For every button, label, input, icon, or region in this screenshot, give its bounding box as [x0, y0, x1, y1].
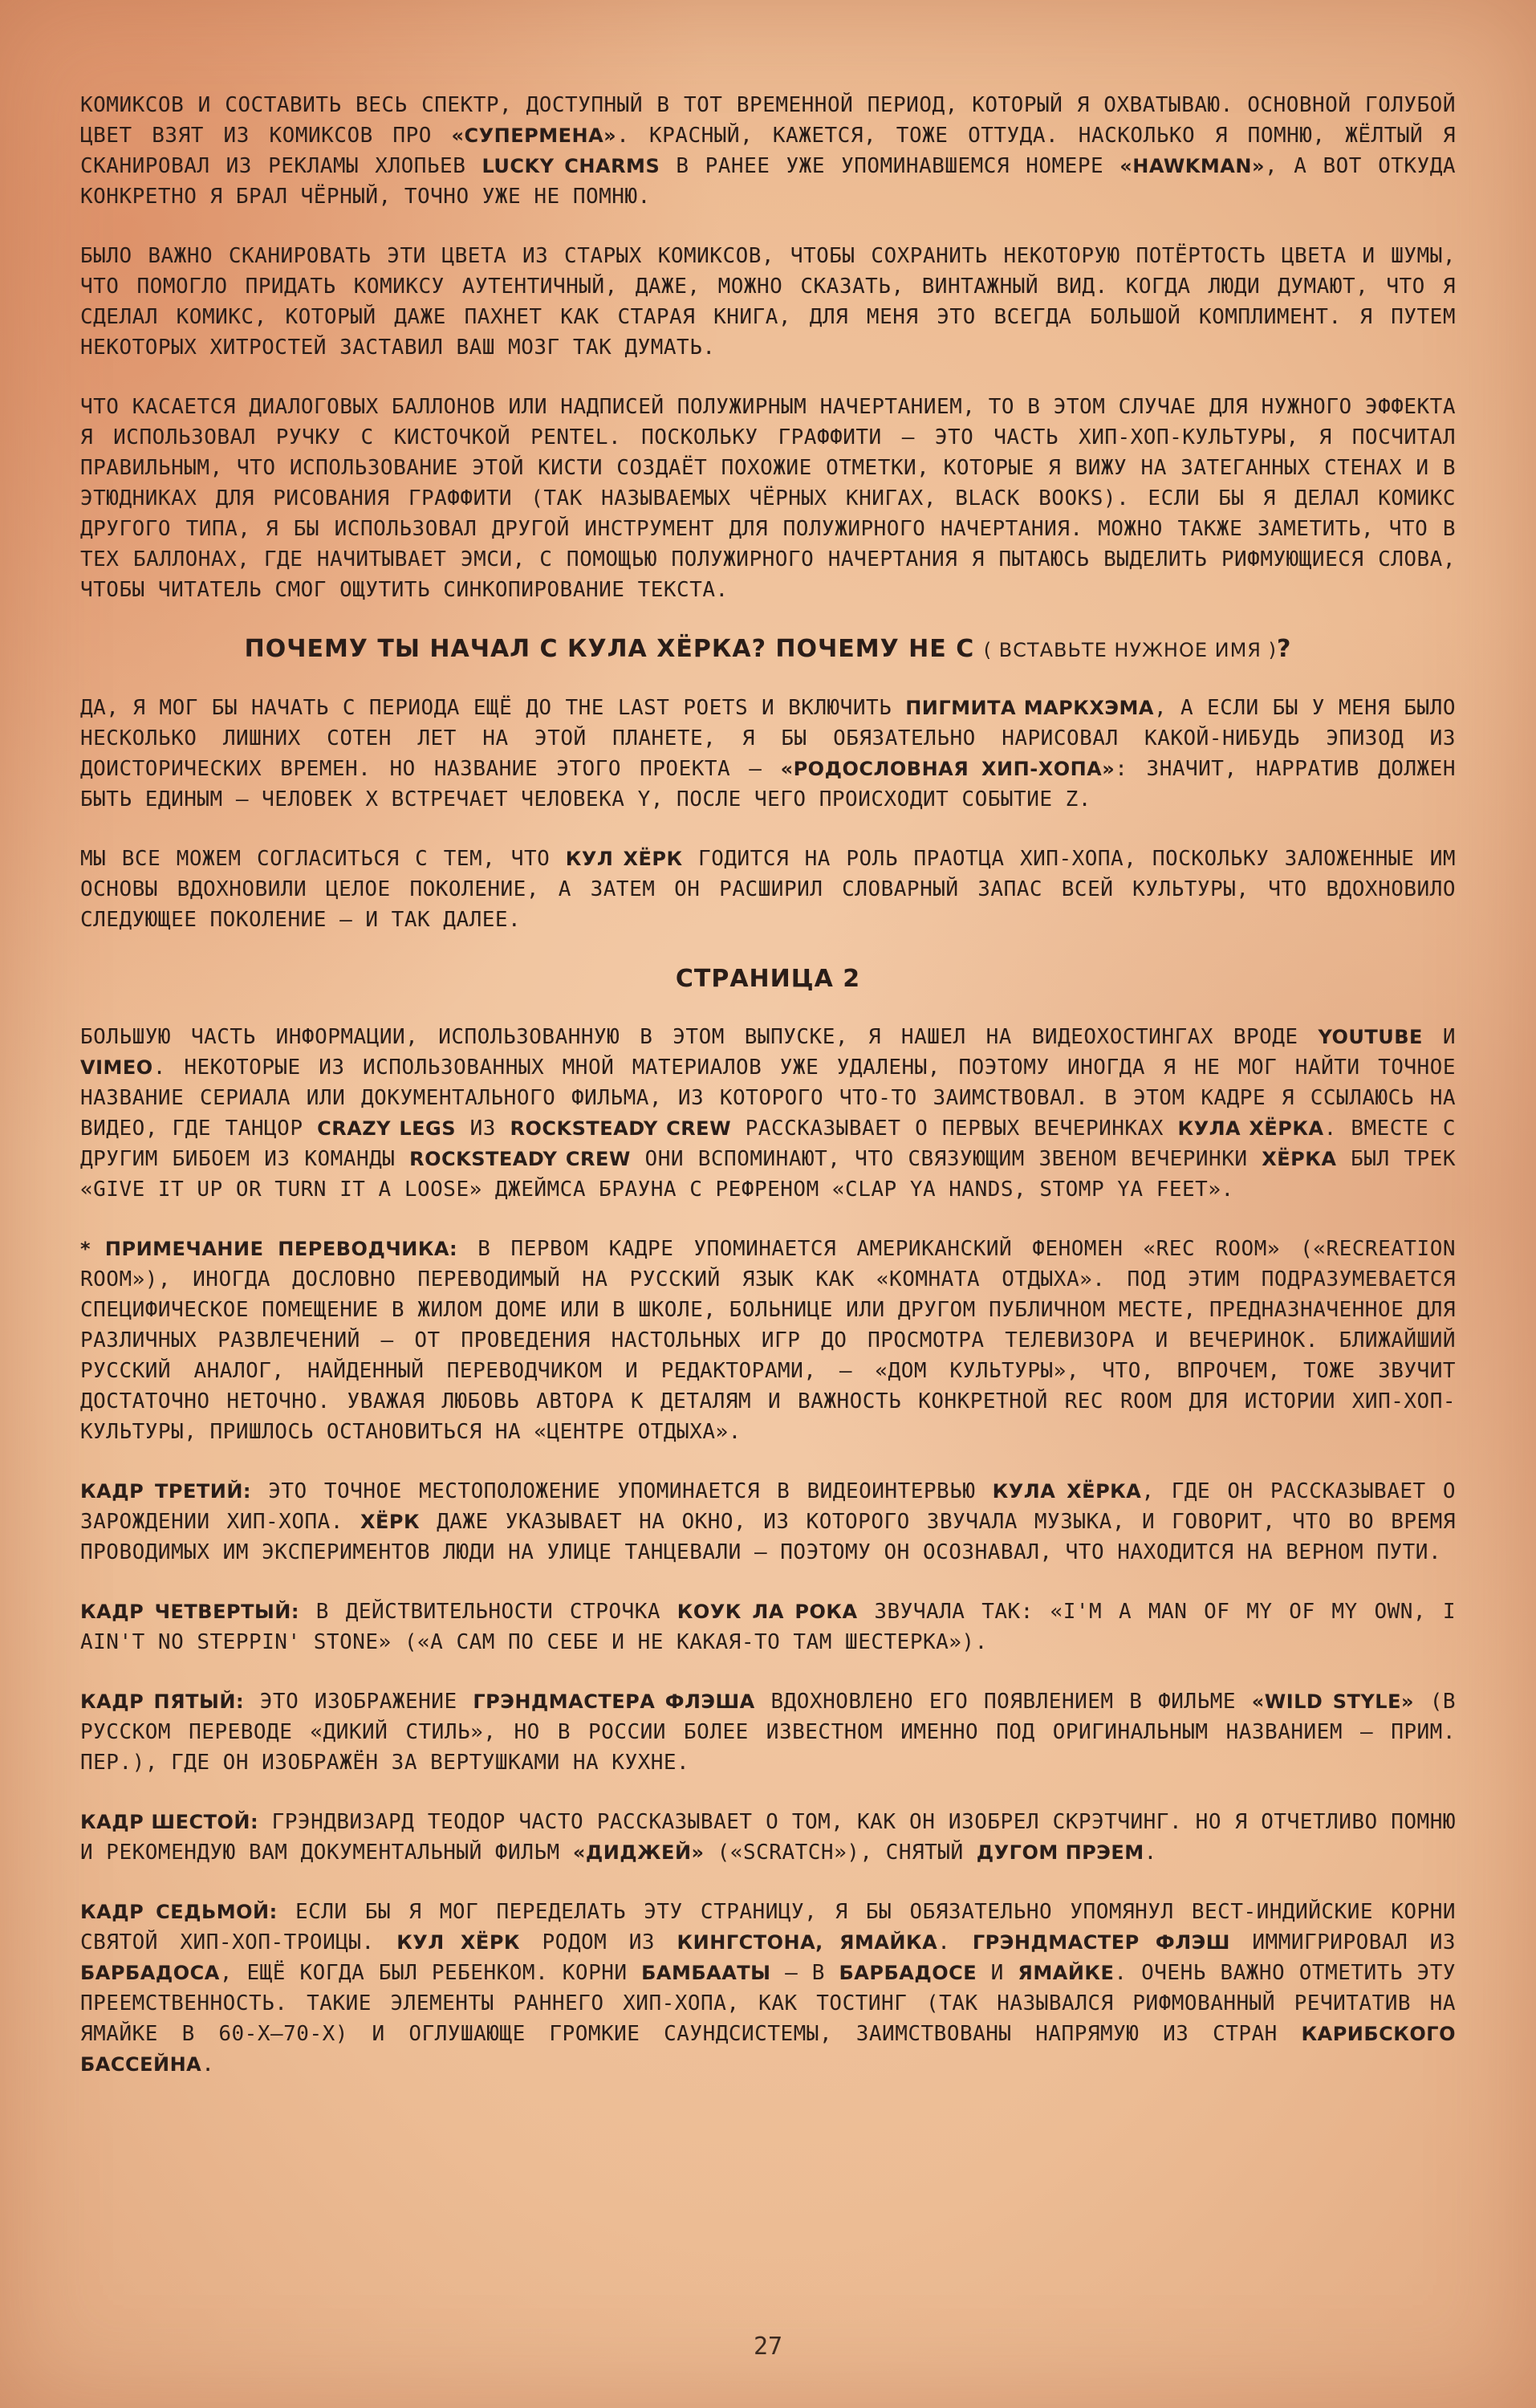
text: ДАЖЕ УКАЗЫВАЕТ НА ОКНО, ИЗ КОТОРОГО ЗВУЧАЛА МУЗЫКА, И ГОВОРИТ, ЧТО ВО ВРЕМЯ ПРОВОДИМЫХ ИМ ЭКСПЕРИМЕНТОВ ЛЮДИ НА УЛИЦЕ ТАНЦЕВАЛИ — ПОЭТОМУ ОН ОСОЗНАВАЛ, ЧТО НАХОДИТСЯ НА ВЕРНОМ ПУТИ. [80, 1510, 1456, 1564]
paragraph-frame-6 [80, 1807, 1456, 1868]
text: БОЛЬШУЮ ЧАСТЬ ИНФОРМАЦИИ, ИСПОЛЬЗОВАННУЮ В ЭТОМ ВЫПУСКЕ, Я НАШЕЛ НА ВИДЕОХОСТИНГАХ ВРОДЕ [80, 1025, 1319, 1049]
bold-term: ГРЭНДМАСТЕРА ФЛЭША [473, 1690, 755, 1713]
text: . ОЧЕНЬ ВАЖНО ОТМЕТИТЬ ЭТУ ПРЕЕМСТВЕННОСТЬ. ТАКИЕ ЭЛЕМЕНТЫ РАННЕГО ХИП-ХОПА, КАК ТОСТИНГ (ТАК НАЗЫВАЛСЯ РИФМОВАННЫЙ РЕЧИТАТИВ НА ЯМАЙКЕ В 60-Х–70-Х) И ОГЛУШАЮЩЕ ГРОМКИЕ САУНДСИСТЕМЫ, ЗАИМСТВОВАНЫ НАПРЯМУЮ ИЗ СТРАН [80, 1961, 1456, 2046]
bold-term: КОУК ЛА РОКА [677, 1601, 858, 1623]
section-heading-page-2: СТРАНИЦА 2 [675, 965, 861, 993]
page-number: 27 [753, 2333, 783, 2361]
text: : ЗНАЧИТ, НАРРАТИВ ДОЛЖЕН БЫТЬ ЕДИНЫМ — ЧЕЛОВЕК X ВСТРЕЧАЕТ ЧЕЛОВЕКА Y, ПОСЛЕ ЧЕГО ПРОИСХОДИТ СОБЫТИЕ Z. [80, 757, 1456, 811]
text: В ПЕРВОМ КАДРЕ УПОМИНАЕТСЯ АМЕРИКАНСКИЙ ФЕНОМЕН «REC ROOM» («RECREATION ROOM»), ИНОГДА ДОСЛОВНО ПЕРЕВОДИМЫЙ НА РУССКИЙ ЯЗЫК КАК «КОМНАТА ОТДЫХА». ПОД ЭТИМ ПОДРАЗУМЕВАЕТСЯ СПЕЦИФИЧЕСКОЕ ПОМЕЩЕНИЕ В ЖИЛОМ ДОМЕ ИЛИ В ШКОЛЕ, БОЛЬНИЦЕ ИЛИ ДРУГОМ ПУБЛИЧНОМ МЕСТЕ, ПРЕДНАЗНАЧЕННОЕ ДЛЯ РАЗЛИЧНЫХ РАЗВЛЕЧЕНИЙ — ОТ ПРОВЕДЕНИЯ НАСТОЛЬНЫХ ИГР ДО ПРОСМОТРА ТЕЛЕВИЗОРА И ВЕЧЕРИНОК. БЛИЖАЙШИЙ РУССКИЙ АНАЛОГ, НАЙДЕННЫЙ ПЕРЕВОДЧИКОМ И РЕДАКТОРАМИ, — «ДОМ КУЛЬТУРЫ», ЧТО, ВПРОЧЕМ, ТОЖЕ ЗВУЧИТ ДОСТАТОЧНО НЕТОЧНО. УВАЖАЯ ЛЮБОВЬ АВТОРА К ДЕТАЛЯМ И ВАЖНОСТЬ КОНКРЕТНОЙ REC ROOM ДЛЯ ИСТОРИИ ХИП-ХОП-КУЛЬТУРЫ, ПРИШЛОСЬ ОСТАНОВИТЬСЯ НА «ЦЕНТРЕ ОТДЫХА». [80, 1237, 1456, 1444]
bold-term: БАМБААТЫ [641, 1962, 771, 1984]
text: КОМИКСОВ И СОСТАВИТЬ ВЕСЬ СПЕКТР, ДОСТУПНЫЙ В ТОТ ВРЕМЕННОЙ ПЕРИОД, КОТОРЫЙ Я ОХВАТЫВАЮ. ОСНОВНОЙ ГОЛУБОЙ ЦВЕТ ВЗЯТ ИЗ КОМИКСОВ ПРО [80, 93, 1456, 148]
heading-insert-name: ( ВСТАВЬТЕ НУЖНОЕ ИМЯ ) [983, 639, 1277, 661]
paragraph-forefather [80, 844, 1456, 935]
text: , ГДЕ ОН РАССКАЗЫВАЕТ О ЗАРОЖДЕНИИ ХИП-ХОПА. [80, 1479, 1457, 1534]
heading-text: ПОЧЕМУ ТЫ НАЧАЛ С КУЛА ХЁРКА? ПОЧЕМУ НЕ С [244, 635, 984, 663]
text: В РАНЕЕ УЖЕ УПОМИНАВШЕМСЯ НОМЕРЕ [660, 154, 1120, 178]
paragraph-translator-note [80, 1234, 1456, 1447]
bold-term: «HAWKMAN» [1119, 155, 1265, 177]
text: МЫ ВСЕ МОЖЕМ СОГЛАСИТЬСЯ С ТЕМ, ЧТО [80, 847, 566, 871]
bold-term: КУЛА ХЁРКА [1177, 1117, 1324, 1140]
text: . [937, 1930, 973, 1954]
bold-term: КУЛ ХЁРК [396, 1931, 521, 1954]
paragraph-frame-5 [80, 1686, 1456, 1778]
bold-term: * ПРИМЕЧАНИЕ ПЕРЕВОДЧИКА: [80, 1238, 458, 1260]
text: , ЕЩЁ КОГДА БЫЛ РЕБЕНКОМ. КОРНИ [219, 1961, 642, 1985]
text: . [201, 2052, 215, 2076]
bold-term: LUCKY CHARMS [482, 155, 660, 177]
paragraph-frame-3 [80, 1476, 1456, 1568]
text: . ВМЕСТЕ С ДРУГИМ БИБОЕМ ИЗ КОМАНДЫ [80, 1117, 1456, 1171]
bold-term: «СУПЕРМЕНА» [451, 124, 617, 147]
heading-text: ? [1276, 635, 1292, 663]
text: ВДОХНОВЛЕНО ЕГО ПОЯВЛЕНИЕМ В ФИЛЬМЕ [754, 1690, 1252, 1714]
bold-term: БАРБАДОСА [80, 1962, 220, 1984]
paragraph-frame-7 [80, 1897, 1456, 2080]
bold-term: КУЛ ХЁРК [565, 848, 683, 870]
text: ДА, Я МОГ БЫ НАЧАТЬ С ПЕРИОДА ЕЩЁ ДО THE LAST POETS И ВКЛЮЧИТЬ [80, 696, 906, 720]
bold-term: КАДР ПЯТЫЙ: [80, 1690, 245, 1713]
paragraph-frame-4 [80, 1597, 1456, 1658]
text: (В РУССКОМ ПЕРЕВОДЕ «ДИКИЙ СТИЛЬ», НО В РОССИИ БОЛЕЕ ИЗВЕСТНОМ ИМЕННО ПОД ОРИГИНАЛЬНЫМ НАЗВАНИЕМ — ПРИМ. ПЕР.), ГДЕ ОН ИЗОБРАЖЁН ЗА ВЕРТУШКАМИ НА КУХНЕ. [80, 1690, 1457, 1775]
article-text [80, 90, 1456, 2109]
bold-term: КУЛА ХЁРКА [992, 1480, 1142, 1503]
bold-term: ROCKSTEADY CREW [409, 1148, 631, 1170]
text: БЫЛ ТРЕК «GIVE IT UP OR TURN IT A LOOSE» ДЖЕЙМСА БРАУНА С РЕФРЕНОМ «CLAP YA HANDS, STOMP YA FEET». [80, 1147, 1456, 1202]
text: ГОДИТСЯ НА РОЛЬ ПРАОТЦА ХИП-ХОПА, ПОСКОЛЬКУ ЗАЛОЖЕННЫЕ ИМ ОСНОВЫ ВДОХНОВИЛИ ЦЕЛОЕ ПОКОЛЕНИЕ, А ЗАТЕМ ОН РАСШИРИЛ СЛОВАРНЫЙ ЗАПАС ВСЕЙ КУЛЬТУРЫ, ЧТО ВДОХНОВИЛО СЛЕДУЮЩЕЕ ПОКОЛЕНИЕ — И ТАК ДАЛЕЕ. [80, 847, 1456, 932]
bold-term: «РОДОСЛОВНАЯ ХИП-ХОПА» [780, 758, 1115, 780]
bold-term: CRAZY LEGS [317, 1117, 457, 1140]
text: ЭТО ИЗОБРАЖЕНИЕ [244, 1690, 473, 1714]
text: В ДЕЙСТВИТЕЛЬНОСТИ СТРОЧКА [299, 1600, 677, 1624]
paragraph-narrative [80, 693, 1456, 815]
bold-term: КАДР СЕДЬМОЙ: [80, 1901, 278, 1923]
text: . [1144, 1841, 1157, 1865]
text: И [977, 1961, 1018, 1985]
text: ЭТО ТОЧНОЕ МЕСТОПОЛОЖЕНИЕ УПОМИНАЕТСЯ В ВИДЕОИНТЕРВЬЮ [251, 1479, 993, 1503]
text: ИММИГРИРОВАЛ ИЗ [1229, 1930, 1457, 1954]
paragraph-colors-source [80, 90, 1456, 212]
bold-term: VIMEO [80, 1056, 153, 1079]
bold-term: КАДР ТРЕТИЙ: [80, 1480, 252, 1503]
text: ЧТО КАСАЕТСЯ ДИАЛОГОВЫХ БАЛЛОНОВ ИЛИ НАДПИСЕЙ ПОЛУЖИРНЫМ НАЧЕРТАНИЕМ, ТО В ЭТОМ СЛУЧАЕ ДЛЯ НУЖНОГО ЭФФЕКТА Я ИСПОЛЬЗОВАЛ РУЧКУ С КИСТОЧКОЙ PENTEL. ПОСКОЛЬКУ ГРАФФИТИ — ЭТО ЧАСТЬ ХИП-ХОП-КУЛЬТУРЫ, Я ПОСЧИТАЛ ПРАВИЛЬНЫМ, ЧТО ИСПОЛЬЗОВАНИЕ ЭТОЙ КИСТИ СОЗДАЁТ ПОХОЖИЕ ОТМЕТКИ, КОТОРЫЕ Я ВИЖУ НА ЗАТЕГАННЫХ СТЕНАХ И В ЭТЮДНИКАХ ДЛЯ РИСОВАНИЯ ГРАФФИТИ (ТАК НАЗЫВАЕМЫХ ЧЁРНЫХ КНИГАХ, BLACK BOOKS). ЕСЛИ БЫ Я ДЕЛАЛ КОМИКС ДРУГОГО ТИПА, Я БЫ ИСПОЛЬЗОВАЛ ДРУГОЙ ИНСТРУМЕНТ ДЛЯ ПОЛУЖИРНОГО НАЧЕРТАНИЯ. МОЖНО ТАКЖЕ ЗАМЕТИТЬ, ЧТО В ТЕХ БАЛЛОНАХ, ГДЕ НАЧИТЫВАЕТ ЭМСИ, С ПОМОЩЬЮ ПОЛУЖИРНОГО НАЧЕРТАНИЯ Я ПЫТАЮСЬ ВЫДЕЛИТЬ РИФМУЮЩИЕСЯ СЛОВА, ЧТОБЫ ЧИТАТЕЛЬ СМОГ ОЩУТИТЬ СИНКОПИРОВАНИЕ ТЕКСТА. [80, 395, 1456, 602]
text: ИЗ [456, 1117, 510, 1141]
bold-term: YOUTUBE [1318, 1026, 1423, 1048]
text: ГРЭНДВИЗАРД ТЕОДОР ЧАСТО РАССКАЗЫВАЕТ О ТОМ, КАК ОН ИЗОБРЕЛ СКРЭТЧИНГ. НО Я ОТЧЕТЛИВО ПОМНЮ И РЕКОМЕНДУЮ ВАМ ДОКУМЕНТАЛЬНЫЙ ФИЛЬМ [80, 1810, 1457, 1865]
bold-term: ХЁРК [360, 1511, 421, 1533]
bold-term: ПИГМИТА МАРКХЭМА [905, 697, 1154, 719]
bold-term: КАДР ЧЕТВЕРТЫЙ: [80, 1601, 299, 1623]
text: БЫЛО ВАЖНО СКАНИРОВАТЬ ЭТИ ЦВЕТА ИЗ СТАРЫХ КОМИКСОВ, ЧТОБЫ СОХРАНИТЬ НЕКОТОРУЮ ПОТЁРТОСТЬ ЦВЕТА И ШУМЫ, ЧТО ПОМОГЛО ПРИДАТЬ КОМИКСУ АУТЕНТИЧНЫЙ, ДАЖЕ, МОЖНО СКАЗАТЬ, ВИНТАЖНЫЙ ВИД. КОГДА ЛЮДИ ДУМАЮТ, ЧТО Я СДЕЛАЛ КОМИКС, КОТОРЫЙ ДАЖЕ ПАХНЕТ КАК СТАРАЯ КНИГА, ДЛЯ МЕНЯ ЭТО ВСЕГДА БОЛЬШОЙ КОМПЛИМЕНТ. Я ПУТЕМ НЕКОТОРЫХ ХИТРОСТЕЙ ЗАСТАВИЛ ВАШ МОЗГ ТАК ДУМАТЬ. [80, 244, 1456, 360]
section-heading-why-kool-herc [80, 634, 1456, 665]
bold-term: ХЁРКА [1262, 1148, 1337, 1170]
paragraph-vintage-look [80, 241, 1456, 363]
text: РОДОМ ИЗ [520, 1930, 677, 1954]
bold-term: ГРЭНДМАСТЕР ФЛЭШ [972, 1931, 1230, 1954]
text: , А ВОТ ОТКУДА КОНКРЕТНО Я БРАЛ ЧЁРНЫЙ, ТОЧНО УЖЕ НЕ ПОМНЮ. [80, 154, 1456, 209]
text: ЗВУЧАЛА ТАК: «I'M A MAN OF MY OF MY OWN, I AIN'T NO STEPPIN' STONE» («А САМ ПО СЕБЕ И НЕ КАКАЯ-ТО ТАМ ШЕСТЕРКА»). [80, 1600, 1457, 1654]
bold-term: ЯМАЙКЕ [1018, 1962, 1115, 1984]
text: . КРАСНЫЙ, КАЖЕТСЯ, ТОЖЕ ОТТУДА. НАСКОЛЬКО Я ПОМНЮ, ЖЁЛТЫЙ Я СКАНИРОВАЛ ИЗ РЕКЛАМЫ ХЛОПЬЕВ [80, 124, 1456, 178]
bold-term: КАРИБСКОГО БАССЕЙНА [80, 2023, 1456, 2076]
text: РАССКАЗЫВАЕТ О ПЕРВЫХ ВЕЧЕРИНКАХ [731, 1117, 1178, 1141]
text: ЕСЛИ БЫ Я МОГ ПЕРЕДЕЛАТЬ ЭТУ СТРАНИЦУ, Я БЫ ОБЯЗАТЕЛЬНО УПОМЯНУЛ ВЕСТ-ИНДИЙСКИЕ КОРНИ СВЯТОЙ ХИП-ХОП-ТРОИЦЫ. [80, 1900, 1457, 1954]
bold-term: ROCKSTEADY CREW [510, 1117, 732, 1140]
bold-term: КИНГСТОНА, ЯМАЙКА [677, 1931, 938, 1954]
text: («SCRATCH»), СНЯТЫЙ [704, 1841, 977, 1865]
bold-term: КАДР ШЕСТОЙ: [80, 1811, 259, 1833]
paragraph-video-sources [80, 1022, 1456, 1205]
text: . НЕКОТОРЫЕ ИЗ ИСПОЛЬЗОВАННЫХ МНОЙ МАТЕРИАЛОВ УЖЕ УДАЛЕНЫ, ПОЭТОМУ ИНОГДА Я НЕ МОГ НАЙТИ ТОЧНОЕ НАЗВАНИЕ СЕРИАЛА ИЛИ ДОКУМЕНТАЛЬНОГО ФИЛЬМА, ИЗ КОТОРОГО ЧТО-ТО ЗАИМСТВОВАЛ. В ЭТОМ КАДРЕ Я ССЫЛАЮСЬ НА ВИДЕО, ГДЕ ТАНЦОР [80, 1056, 1456, 1141]
text: , А ЕСЛИ БЫ У МЕНЯ БЫЛО НЕСКОЛЬКО ЛИШНИХ СОТЕН ЛЕТ НА ЭТОЙ ПЛАНЕТЕ, Я БЫ ОБЯЗАТЕЛЬНО НАРИСОВАЛ КАКОЙ-НИБУДЬ ЭПИЗОД ИЗ ДОИСТОРИЧЕСКИХ ВРЕМЕН. НО НАЗВАНИЕ ЭТОГО ПРОЕКТА — [80, 696, 1456, 781]
bold-term: ДУГОМ ПРЭЕМ [976, 1841, 1144, 1864]
bold-term: «WILD STYLE» [1251, 1690, 1414, 1713]
bold-term: «ДИДЖЕЙ» [572, 1841, 705, 1864]
text: — В [770, 1961, 839, 1985]
paragraph-bold-lettering [80, 392, 1456, 605]
text: ОНИ ВСПОМИНАЮТ, ЧТО СВЯЗУЮЩИМ ЗВЕНОМ ВЕЧЕРИНКИ [630, 1147, 1262, 1171]
bold-term: БАРБАДОСЕ [839, 1962, 977, 1984]
text: И [1422, 1025, 1456, 1049]
